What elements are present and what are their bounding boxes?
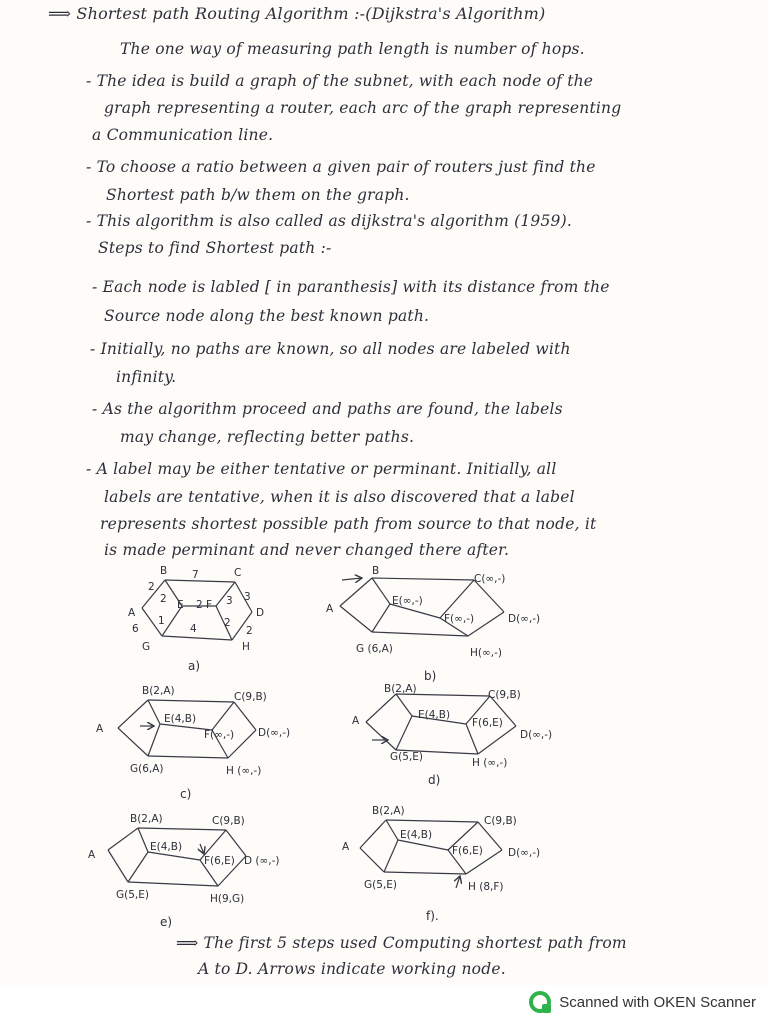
node-c-E: E(4,B) [164, 713, 197, 725]
node-b-A: A [326, 603, 334, 615]
node-d-B: B(2,A) [384, 683, 417, 695]
node-c-C: C(9,B) [234, 691, 267, 703]
node-b-G: G (6,A) [356, 643, 393, 655]
node-a-E: E [177, 599, 184, 611]
node-a-A: A [128, 607, 136, 619]
note-line: graph representing a router, each arc of the graph representing [104, 99, 622, 117]
node-d-A: A [352, 715, 360, 727]
node-d-C: C(9,B) [488, 689, 521, 701]
graph-a [128, 565, 264, 673]
node-e-A: A [88, 849, 96, 861]
scanner-watermark-bar [0, 985, 768, 1024]
caption-c: c) [180, 787, 192, 801]
note-line: - This algorithm is also called as dijkstra's algorithm (1959). [86, 212, 572, 230]
node-c-H: H (∞,-) [226, 765, 262, 777]
dijkstra-step-diagrams [0, 560, 768, 940]
node-f-H: H (8,F) [468, 881, 504, 893]
node-b-H: H(∞,-) [470, 647, 502, 659]
node-a-G: G [142, 641, 151, 653]
node-a-B: B [160, 565, 168, 577]
graph-f [342, 805, 540, 923]
weight-a: 2 [196, 599, 203, 611]
note-line: - To choose a ratio between a given pair of routers just find the [86, 158, 596, 176]
scanner-watermark [529, 991, 756, 1013]
node-e-H: H(9,G) [210, 893, 245, 905]
node-a-D: D [256, 607, 265, 619]
note-line: Source node along the best known path. [104, 307, 430, 325]
node-e-B: B(2,A) [130, 813, 163, 825]
note-line: labels are tentative, when it is also discovered that a label [104, 488, 575, 506]
graph-c [96, 685, 290, 801]
figure-caption-line-2: A to D. Arrows indicate working node. [198, 960, 506, 978]
node-d-H: H (∞,-) [472, 757, 508, 769]
node-f-E: E(4,B) [400, 829, 433, 841]
node-d-D: D(∞,-) [520, 729, 553, 741]
node-f-A: A [342, 841, 350, 853]
node-b-E: E(∞,-) [392, 595, 423, 607]
graph-b [326, 565, 540, 683]
node-b-B: B [372, 565, 380, 577]
node-f-G: G(5,E) [364, 879, 397, 891]
scanner-label: Scanned with OKEN Scanner [559, 993, 756, 1011]
caption-d: d) [428, 773, 441, 787]
note-line: may change, reflecting better paths. [120, 428, 415, 446]
weight-a: 7 [192, 569, 199, 581]
page-title: ⟹ Shortest path Routing Algorithm :-(Dijkstra's Algorithm) [48, 4, 546, 23]
node-b-F: F(∞,-) [444, 613, 475, 625]
node-a-F: F [206, 599, 213, 611]
note-line: The one way of measuring path length is number of hops. [120, 40, 585, 58]
note-line: represents shortest possible path from source to that node, it [100, 515, 597, 533]
graph-e [88, 813, 280, 929]
caption-e: e) [160, 915, 173, 929]
node-b-C: C(∞,-) [474, 573, 506, 585]
node-d-F: F(6,E) [472, 717, 503, 729]
weight-a: 4 [190, 623, 197, 635]
caption-b: b) [424, 669, 437, 683]
node-a-C: C [234, 567, 242, 579]
oken-scanner-logo-icon [529, 991, 551, 1013]
node-d-E: E(4,B) [418, 709, 451, 721]
node-e-G: G(5,E) [116, 889, 149, 901]
node-c-G: G(6,A) [130, 763, 164, 775]
figure-caption-line-1: ⟹ The first 5 steps used Computing shortest path from [176, 934, 627, 952]
note-line: a Communication line. [92, 126, 274, 144]
node-f-D: D(∞,-) [508, 847, 541, 859]
caption-a: a) [188, 659, 201, 673]
node-f-F: F(6,E) [452, 845, 483, 857]
weight-a: 6 [132, 623, 139, 635]
node-c-B: B(2,A) [142, 685, 175, 697]
note-line: infinity. [116, 368, 177, 386]
node-a-H: H [242, 641, 250, 653]
node-e-E: E(4,B) [150, 841, 183, 853]
graph-d [352, 683, 552, 787]
note-line: is made perminant and never changed there after. [104, 541, 510, 559]
node-e-F: F(6,E) [204, 855, 235, 867]
node-f-C: C(9,B) [484, 815, 517, 827]
weight-a: 2 [224, 617, 231, 629]
weight-a: 2 [148, 581, 155, 593]
weight-a: 2 [246, 625, 253, 637]
note-line: - A label may be either tentative or perminant. Initially, all [86, 460, 557, 478]
node-e-C: C(9,B) [212, 815, 245, 827]
note-line: - Initially, no paths are known, so all nodes are labeled with [90, 340, 571, 358]
weight-a: 1 [158, 615, 165, 627]
note-line: - The idea is build a graph of the subnet, with each node of the [86, 72, 594, 90]
weight-a: 2 [160, 593, 167, 605]
note-line: - As the algorithm proceed and paths are found, the labels [92, 400, 563, 418]
steps-heading: Steps to find Shortest path :- [98, 239, 332, 257]
node-c-A: A [96, 723, 104, 735]
node-f-B: B(2,A) [372, 805, 405, 817]
node-d-G: G(5,E) [390, 751, 423, 763]
note-line: - Each node is labled [ in paranthesis] with its distance from the [92, 278, 610, 296]
weight-a: 3 [226, 595, 233, 607]
node-c-D: D(∞,-) [258, 727, 291, 739]
weight-a: 3 [244, 591, 251, 603]
node-e-D: D (∞,-) [244, 855, 280, 867]
node-b-D: D(∞,-) [508, 613, 541, 625]
node-c-F: F(∞,-) [204, 729, 235, 741]
caption-f: f). [426, 909, 439, 923]
note-line: Shortest path b/w them on the graph. [106, 186, 410, 204]
